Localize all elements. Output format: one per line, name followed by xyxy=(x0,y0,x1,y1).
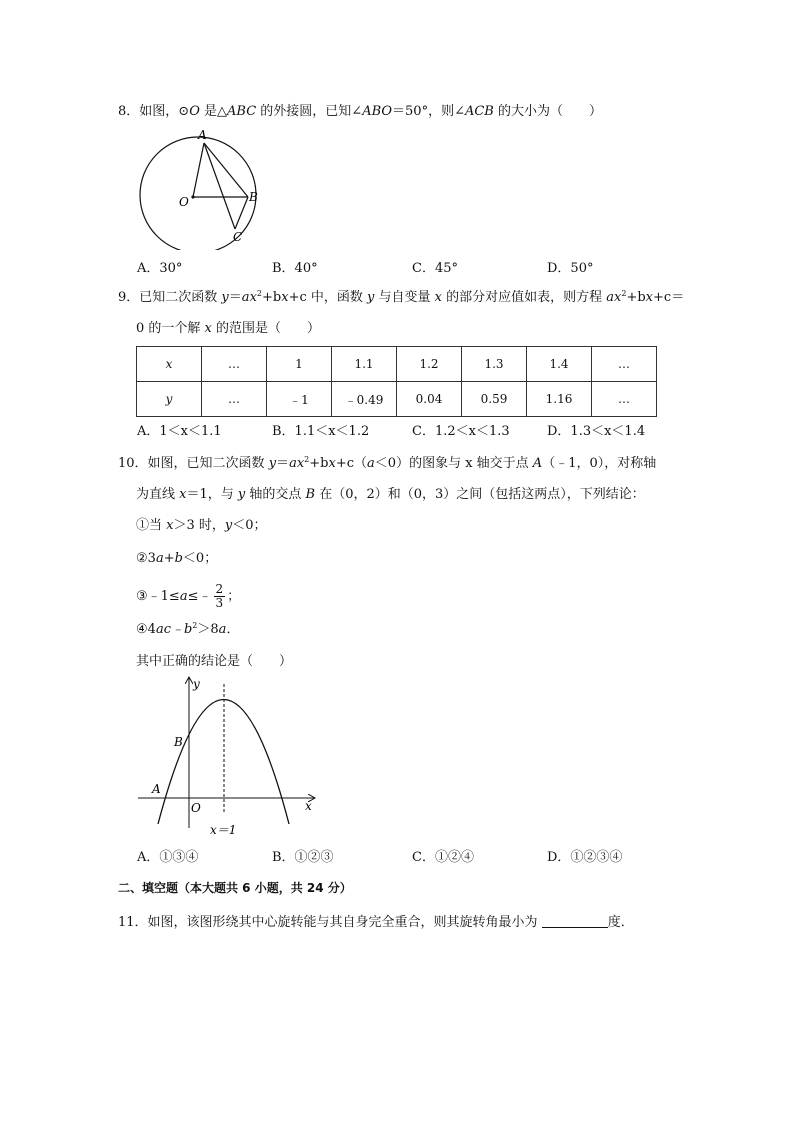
label-o: O xyxy=(191,801,201,815)
table-cell: ﹣0.49 xyxy=(332,382,397,417)
table-cell: … xyxy=(202,347,267,382)
table-cell: 1.4 xyxy=(527,347,592,382)
label-c: C xyxy=(233,230,243,244)
q9-option-c[interactable]: C．1.2＜x＜1.3 xyxy=(412,424,510,439)
q10-option-a[interactable]: A．①③④ xyxy=(137,850,199,865)
q10-conclusion-4: $④4ac﹣b^2>8a$． xyxy=(136,621,240,637)
q9-option-b[interactable]: B．1.1＜x＜1.2 xyxy=(272,424,370,439)
q8-option-d[interactable]: D．50° xyxy=(547,261,594,276)
table-cell: … xyxy=(202,382,267,417)
q10-option-b[interactable]: B．①②③ xyxy=(272,850,334,865)
table-cell: 1 xyxy=(267,347,332,382)
table-cell: … xyxy=(592,382,657,417)
table-cell: 0.04 xyxy=(397,382,462,417)
label-b: B xyxy=(249,190,258,204)
table-header-y: y xyxy=(137,382,202,417)
table-cell: … xyxy=(592,347,657,382)
table-row-y xyxy=(137,382,657,417)
label-x: x xyxy=(305,799,312,813)
table-cell: 1.2 xyxy=(397,347,462,382)
q10-conclusion-3: ③﹣1≤a≤﹣ $\frac{2}{3}$ ； xyxy=(136,582,241,610)
segment-bc xyxy=(235,197,248,229)
q9-stem-line1: 9．已知二次函数 $y=ax^2+bx+c$ 中，函数 y 与自变量 x 的部分对应值如表，则方程 $ax^2+bx+c=$ xyxy=(118,289,685,305)
answer-blank[interactable] xyxy=(542,915,608,928)
label-o: O xyxy=(179,195,189,209)
segment-ab xyxy=(204,143,248,197)
table-cell: 1.16 xyxy=(527,382,592,417)
label-a: A xyxy=(152,782,161,796)
q10-parabola-figure xyxy=(130,672,330,840)
q10-stem-line1: 10．如图，已知二次函数 $y=ax^2+bx+c(a<0)$的图象与 x 轴交于点 A（﹣1，0），对称轴 xyxy=(118,455,657,471)
q9-stem-line2: 0 的一个解 x 的范围是（ ） xyxy=(136,321,321,336)
q10-conclusion-1: ①当 x＞3 时，y＜0； xyxy=(136,518,267,533)
section-heading: 二、填空题（本大题共 6 小题，共 24 分） xyxy=(118,881,352,895)
q8-stem: 8．如图，⊙O 是△ABC 的外接圆，已知∠ABO＝50°，则∠ACB 的大小为（ ） xyxy=(118,104,602,119)
q10-stem-line2: 为直线 x＝1，与 y 轴的交点 B 在（0，2）和（0，3）之间（包括这两点），下列结论： xyxy=(136,487,645,502)
q8-option-b[interactable]: B．40° xyxy=(272,261,318,276)
label-sym-axis: x＝1 xyxy=(210,823,237,837)
table-cell: 0.59 xyxy=(462,382,527,417)
label-a: A xyxy=(198,128,207,142)
q9-value-table xyxy=(136,346,657,417)
table-row-x xyxy=(137,347,657,382)
table-header-x: x xyxy=(137,347,202,382)
q9-option-a[interactable]: A．1＜x＜1.1 xyxy=(137,424,222,439)
q10-conclusion-2: ②3a+b＜0； xyxy=(136,551,218,566)
center-point xyxy=(191,195,194,198)
q10-option-c[interactable]: C．①②④ xyxy=(412,850,474,865)
label-b: B xyxy=(174,735,183,749)
fraction-two-thirds: $\frac{2}{3}$ xyxy=(215,582,224,610)
segment-ac xyxy=(204,143,235,229)
table-cell: 1.1 xyxy=(332,347,397,382)
table-cell: 1.3 xyxy=(462,347,527,382)
q10-option-d[interactable]: D．①②③④ xyxy=(547,850,623,865)
q8-option-c[interactable]: C．45° xyxy=(412,261,458,276)
q11-stem: 11．如图，该图形绕其中心旋转能与其自身完全重合，则其旋转角最小为 度． xyxy=(118,915,634,930)
segment-ao xyxy=(193,143,204,197)
q10-ask: 其中正确的结论是（ ） xyxy=(136,654,293,669)
label-y: y xyxy=(193,677,200,691)
q8-option-a[interactable]: A．30° xyxy=(137,261,183,276)
table-cell: ﹣1 xyxy=(267,382,332,417)
q8-circle-figure xyxy=(130,125,270,250)
q9-option-d[interactable]: D．1.3＜x＜1.4 xyxy=(547,424,646,439)
